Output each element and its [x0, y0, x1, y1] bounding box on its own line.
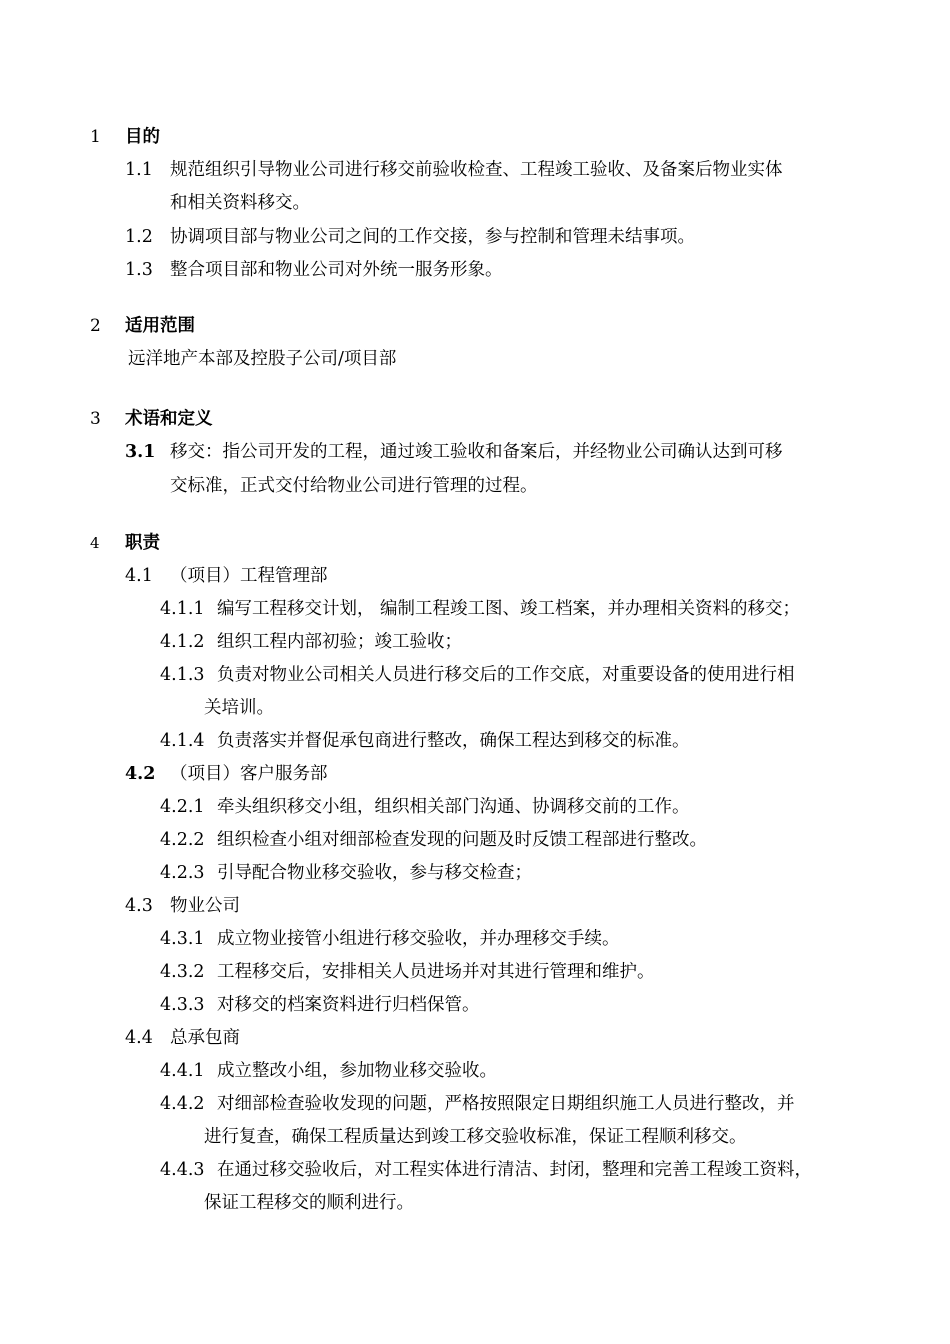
- item-text-cont: 和相关资料移交。: [170, 193, 310, 213]
- item-text: 规范组织引导物业公司进行移交前验收检查、工程竣工验收、及备案后物业实体: [170, 160, 783, 180]
- item-number: 4.4.3: [160, 1160, 205, 1180]
- item-number: 4.4.2: [160, 1094, 205, 1114]
- item-text: 工程移交后，安排相关人员进场并对其进行管理和维护。: [217, 962, 655, 982]
- section-number: 2: [90, 316, 101, 336]
- group-text: （项目）工程管理部: [170, 566, 328, 586]
- item-number: 4.1.4: [160, 731, 205, 751]
- item-text: 在通过移交验收后，对工程实体进行清洁、封闭，整理和完善工程竣工资料，: [217, 1160, 812, 1180]
- item-text: 对移交的档案资料进行归档保管。: [217, 995, 480, 1015]
- item-number: 4.2.3: [160, 863, 205, 883]
- item-text: 协调项目部与物业公司之间的工作交接，参与控制和管理未结事项。: [170, 227, 695, 247]
- item-number: 4.1.1: [160, 599, 205, 619]
- item-number: 4.2.1: [160, 797, 205, 817]
- section-title: 适用范围: [125, 316, 195, 336]
- group-text: 总承包商: [170, 1028, 240, 1048]
- item-text: 对细部检查验收发现的问题，严格按照限定日期组织施工人员进行整改，并: [217, 1094, 795, 1114]
- item-number: 4.1.2: [160, 632, 205, 652]
- item-text: 组织检查小组对细部检查发现的问题及时反馈工程部进行整改。: [217, 830, 707, 850]
- item-number: 1.3: [125, 260, 153, 280]
- item-number: 3.1: [125, 442, 156, 462]
- item-text: 整合项目部和物业公司对外统一服务形象。: [170, 260, 503, 280]
- section-title: 目的: [125, 127, 160, 147]
- item-text-cont: 交标准，正式交付给物业公司进行管理的过程。: [170, 476, 538, 496]
- item-text: 组织工程内部初验；竣工验收；: [217, 632, 462, 652]
- item-number: 4.3.2: [160, 962, 205, 982]
- item-number: 4.4.1: [160, 1061, 205, 1081]
- section-number: 3: [90, 409, 101, 429]
- group-text: 物业公司: [170, 896, 240, 916]
- group-text: （项目）客户服务部: [170, 764, 328, 784]
- section-title: 术语和定义: [125, 409, 213, 429]
- item-number: 1.1: [125, 160, 153, 180]
- item-number: 4.3.3: [160, 995, 205, 1015]
- item-text: 负责对物业公司相关人员进行移交后的工作交底，对重要设备的使用进行相: [217, 665, 795, 685]
- item-text-cont: 关培训。: [204, 698, 274, 718]
- item-number: 4.3.1: [160, 929, 205, 949]
- group-number: 4.2: [125, 764, 156, 784]
- group-number: 4.1: [125, 566, 153, 586]
- item-number: 1.2: [125, 227, 153, 247]
- item-text: 成立整改小组，参加物业移交验收。: [217, 1061, 497, 1081]
- item-text: 移交：指公司开发的工程，通过竣工验收和备案后，并经物业公司确认达到可移: [170, 442, 783, 462]
- section-title: 职责: [125, 533, 160, 553]
- item-text-cont: 保证工程移交的顺利进行。: [204, 1193, 414, 1213]
- group-number: 4.4: [125, 1028, 153, 1048]
- item-text: 负责落实并督促承包商进行整改，确保工程达到移交的标准。: [217, 731, 690, 751]
- section-number: 4: [90, 534, 100, 552]
- scope-text: 远洋地产本部及控股子公司/项目部: [128, 349, 397, 369]
- group-number: 4.3: [125, 896, 153, 916]
- item-text: 成立物业接管小组进行移交验收，并办理移交手续。: [217, 929, 620, 949]
- section-number: 1: [90, 127, 101, 147]
- item-text-cont: 进行复查，确保工程质量达到竣工移交验收标准，保证工程顺利移交。: [204, 1127, 747, 1147]
- item-text: 引导配合物业移交验收，参与移交检查；: [217, 863, 532, 883]
- item-number: 4.2.2: [160, 830, 205, 850]
- item-text: 牵头组织移交小组，组织相关部门沟通、协调移交前的工作。: [217, 797, 690, 817]
- item-number: 4.1.3: [160, 665, 205, 685]
- item-text: 编写工程移交计划， 编制工程竣工图、竣工档案，并办理相关资料的移交；: [217, 599, 801, 619]
